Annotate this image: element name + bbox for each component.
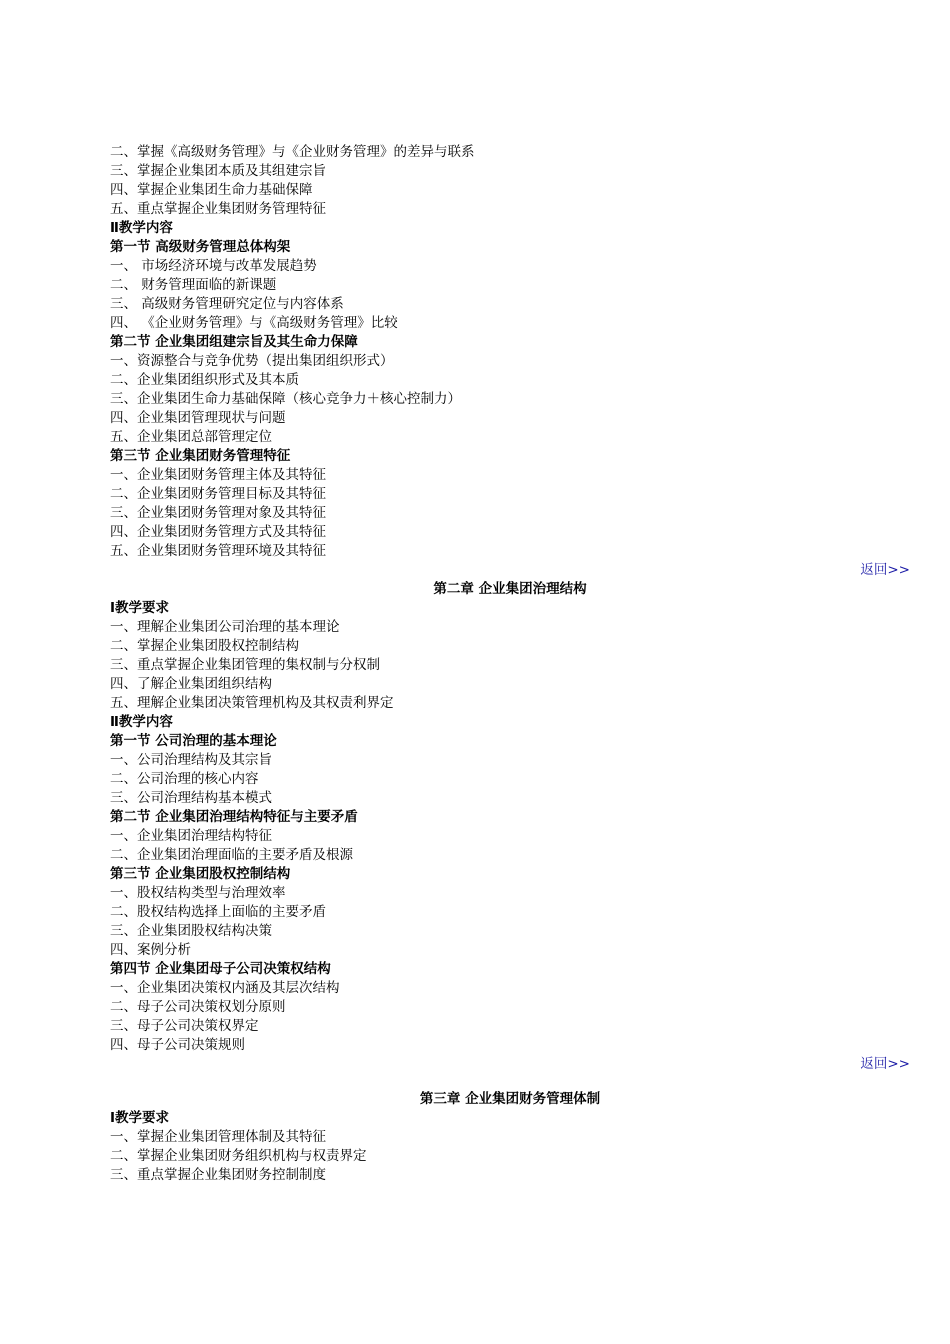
list-item: 一、企业集团财务管理主体及其特征 <box>110 467 326 483</box>
list-item: 一、 市场经济环境与改革发展趋势 <box>110 258 317 274</box>
list-item: 三、企业集团财务管理对象及其特征 <box>110 505 326 521</box>
requirements-heading: Ⅰ教学要求 <box>110 600 170 616</box>
objective-item: 四、掌握企业集团生命力基础保障 <box>110 182 313 198</box>
list-item: 五、企业集团财务管理环境及其特征 <box>110 543 326 559</box>
list-item: 五、理解企业集团决策管理机构及其权责利界定 <box>110 695 394 711</box>
section-title: 第二节 企业集团治理结构特征与主要矛盾 <box>110 809 358 825</box>
list-item: 一、公司治理结构及其宗旨 <box>110 752 272 768</box>
chapter-title: 第二章 企业集团治理结构 <box>433 581 587 597</box>
list-item: 二、公司治理的核心内容 <box>110 771 259 787</box>
document-body <box>110 143 910 1185</box>
list-item: 四、企业集团管理现状与问题 <box>110 410 286 426</box>
back-link[interactable]: 返回>> <box>860 1056 910 1072</box>
list-item: 四、 《企业财务管理》与《高级财务管理》比较 <box>110 315 398 331</box>
list-item: 五、企业集团总部管理定位 <box>110 429 272 445</box>
list-item: 二、母子公司决策权划分原则 <box>110 999 286 1015</box>
list-item: 三、企业集团生命力基础保障（核心竞争力＋核心控制力） <box>110 391 461 407</box>
chapter-title: 第三章 企业集团财务管理体制 <box>419 1091 601 1107</box>
list-item: 四、了解企业集团组织结构 <box>110 676 272 692</box>
objective-item: 三、掌握企业集团本质及其组建宗旨 <box>110 163 326 179</box>
list-item: 二、企业集团组织形式及其本质 <box>110 372 299 388</box>
section-title: 第四节 企业集团母子公司决策权结构 <box>110 961 331 977</box>
list-item: 四、母子公司决策规则 <box>110 1037 245 1053</box>
list-item: 二、企业集团财务管理目标及其特征 <box>110 486 326 502</box>
list-item: 二、企业集团治理面临的主要矛盾及根源 <box>110 847 353 863</box>
list-item: 三、公司治理结构基本模式 <box>110 790 272 806</box>
section-title: 第一节 公司治理的基本理论 <box>110 733 277 749</box>
list-item: 三、母子公司决策权界定 <box>110 1018 259 1034</box>
back-link[interactable]: 返回>> <box>860 562 910 578</box>
objective-item: 二、掌握《高级财务管理》与《企业财务管理》的差异与联系 <box>110 144 475 160</box>
list-item: 一、股权结构类型与治理效率 <box>110 885 286 901</box>
list-item: 二、掌握企业集团股权控制结构 <box>110 638 299 654</box>
list-item: 二、 财务管理面临的新课题 <box>110 277 277 293</box>
list-item: 三、企业集团股权结构决策 <box>110 923 272 939</box>
list-item: 二、掌握企业集团财务组织机构与权责界定 <box>110 1148 367 1164</box>
list-item: 三、 高级财务管理研究定位与内容体系 <box>110 296 344 312</box>
section-title: 第三节 企业集团财务管理特征 <box>110 448 291 464</box>
list-item: 一、理解企业集团公司治理的基本理论 <box>110 619 340 635</box>
objective-item: 五、重点掌握企业集团财务管理特征 <box>110 201 326 217</box>
section-title: 第一节 高级财务管理总体构架 <box>110 239 291 255</box>
list-item: 一、掌握企业集团管理体制及其特征 <box>110 1129 326 1145</box>
list-item: 四、案例分析 <box>110 942 191 958</box>
list-item: 一、企业集团治理结构特征 <box>110 828 272 844</box>
list-item: 二、股权结构选择上面临的主要矛盾 <box>110 904 326 920</box>
list-item: 三、重点掌握企业集团管理的集权制与分权制 <box>110 657 380 673</box>
section-title: 第二节 企业集团组建宗旨及其生命力保障 <box>110 334 358 350</box>
list-item: 三、重点掌握企业集团财务控制制度 <box>110 1167 326 1183</box>
list-item: 一、企业集团决策权内涵及其层次结构 <box>110 980 340 996</box>
requirements-heading: Ⅰ教学要求 <box>110 1110 170 1126</box>
content-heading: Ⅱ教学内容 <box>110 220 173 236</box>
section-title: 第三节 企业集团股权控制结构 <box>110 866 291 882</box>
list-item: 四、企业集团财务管理方式及其特征 <box>110 524 326 540</box>
content-heading: Ⅱ教学内容 <box>110 714 173 730</box>
list-item: 一、资源整合与竞争优势（提出集团组织形式） <box>110 353 394 369</box>
